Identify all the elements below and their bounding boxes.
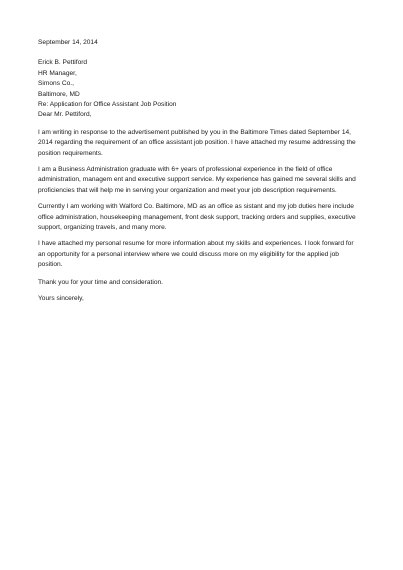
recipient-name: Erick B. Pettiford — [38, 59, 88, 67]
body-paragraph: I am writing in response to the advertisement published by you in the Baltimore Times dated September 14, 2014 regarding the requirement of an office assistant job position. I have attached my resume addressing the position requirements. — [38, 128, 356, 157]
thanks-line: Thank you for your time and consideration. — [38, 278, 163, 286]
body-paragraph: I am a Business Administration graduate with 6+ years of professional experience in the field of office administration, managem ent and executive support service. My experience has gained me several skills and proficiencies that will help me in serving your organization and meet your job description requirements. — [38, 165, 356, 194]
body-paragraph: Currently I am working with Walford Co. Baltimore, MD as an office as sistant and my job duties here include office administration, housekeeping management, front desk support, tracking orders and supplies, executive support, organizing travels, and many more. — [38, 203, 356, 231]
recipient-company: Simons Co., — [38, 80, 74, 88]
recipient-address — [38, 58, 366, 120]
subject-line: Re: Application for Office Assistant Job Position — [38, 100, 177, 108]
letter-date: September 14, 2014 — [38, 39, 98, 46]
salutation: Dear Mr. Pettiford, — [38, 111, 92, 119]
recipient-title: HR Manager, — [38, 69, 77, 77]
body-paragraph: I have attached my personal resume for more information about my skills and experiences. I look forward for an opportunity for a personal interview where we could discuss more on my eligibility for the applied job position. — [38, 240, 354, 269]
recipient-city: Baltimore, MD — [38, 90, 80, 98]
cover-letter — [38, 38, 366, 304]
closing-line: Yours sincerely, — [38, 295, 84, 303]
